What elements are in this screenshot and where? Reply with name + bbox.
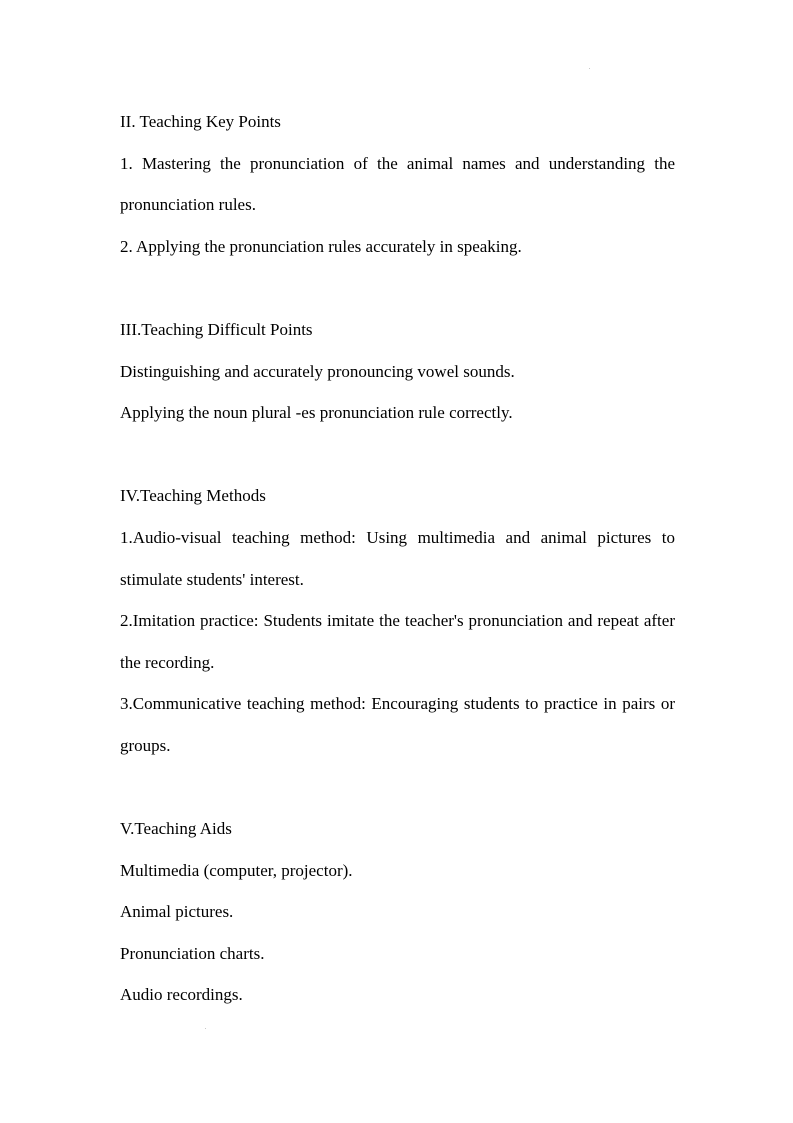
section-aids	[120, 808, 675, 1016]
list-item: Animal pictures.	[120, 902, 234, 922]
corner-mark-bottom	[205, 1028, 206, 1029]
section-heading: III.Teaching Difficult Points	[120, 319, 313, 339]
list-item: 3.Communicative teaching method: Encouraging students to practice in pairs or groups.	[120, 694, 675, 755]
list-item: 1.Audio-visual teaching method: Using multimedia and animal pictures to stimulate students' interest.	[120, 527, 675, 589]
list-item: Audio recordings.	[120, 985, 243, 1005]
section-difficult-points	[120, 309, 675, 434]
list-item: 2. Applying the pronunciation rules accurately in speaking.	[120, 236, 522, 256]
section-methods	[120, 475, 675, 766]
section-spacer	[120, 767, 675, 809]
list-item: Distinguishing and accurately pronouncing vowel sounds.	[120, 361, 515, 381]
list-item: Pronunciation charts.	[120, 943, 265, 963]
section-key-points	[120, 101, 675, 267]
section-spacer	[120, 267, 675, 309]
list-item: Multimedia (computer, projector).	[120, 860, 353, 880]
corner-mark-top	[589, 68, 590, 69]
section-heading: V.Teaching Aids	[120, 819, 232, 839]
list-item: Applying the noun plural -es pronunciation rule correctly.	[120, 403, 513, 423]
section-heading: II. Teaching Key Points	[120, 112, 281, 131]
document-page	[120, 101, 675, 1016]
list-item: 1. Mastering the pronunciation of the animal names and understanding the pronunciation rules.	[120, 153, 675, 215]
section-heading: IV.Teaching Methods	[120, 486, 266, 506]
section-spacer	[120, 434, 675, 476]
list-item: 2.Imitation practice: Students imitate the teacher's pronunciation and repeat after the recording.	[120, 611, 675, 672]
